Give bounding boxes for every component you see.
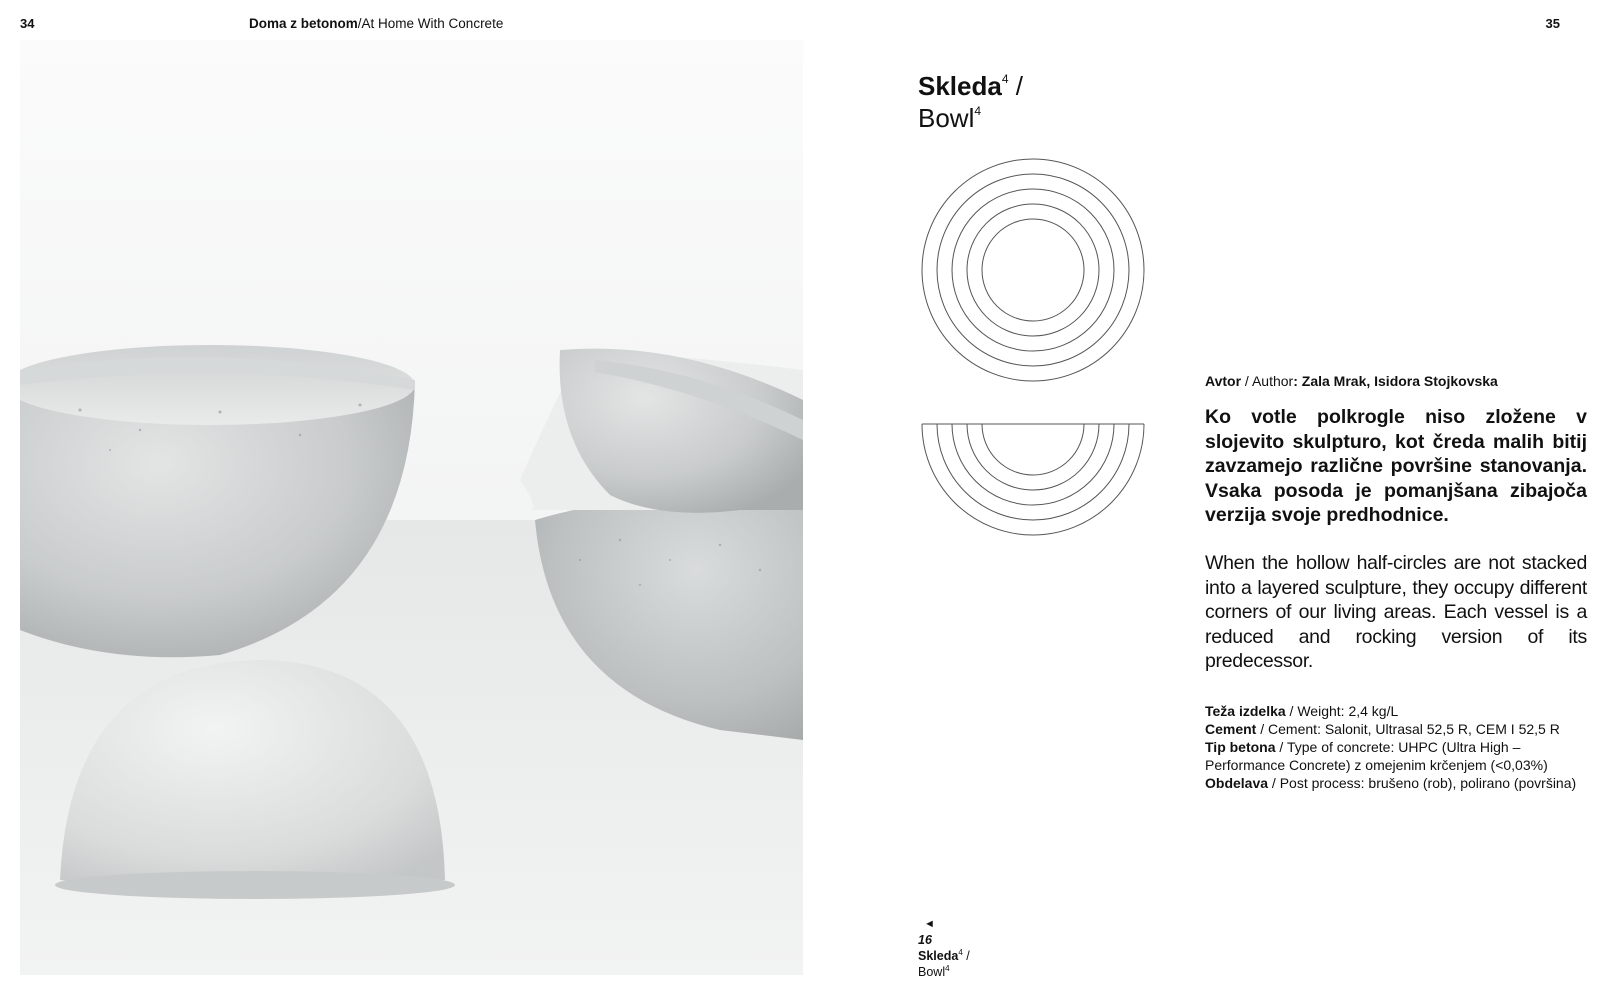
spec-weight [1205, 702, 1590, 720]
description-english: When the hollow half-circles are not stacked into a layered sculpture, they occupy different corners of our living areas. Each vessel is a reduced and rocking version of its predecessor. [1205, 552, 1587, 672]
spec-cement [1205, 720, 1590, 738]
bowl-section-view [922, 424, 1144, 535]
author-label-sl: Avtor [1205, 373, 1242, 389]
product-title-en: Bowl [918, 103, 975, 133]
bowls-photograph [20, 40, 803, 975]
spec-value: : brušeno (rob), polirano (površina) [1360, 775, 1577, 791]
bowl-plan-view [922, 159, 1144, 381]
figure-reference [918, 916, 970, 980]
author-colon: : [1293, 373, 1302, 389]
figure-title-sup: 4 [958, 947, 963, 957]
figure-title-en-sup: 4 [945, 963, 950, 973]
spec-concrete-type [1205, 738, 1590, 774]
running-title-separator: / [357, 16, 362, 31]
spec-label-en: / Type of concrete [1275, 739, 1391, 755]
specifications [1205, 702, 1590, 792]
spec-post-process [1205, 774, 1590, 792]
running-title [249, 16, 503, 31]
spec-label: Obdelava [1205, 775, 1269, 791]
author-label-en: Author [1251, 373, 1294, 389]
page-number-left: 34 [20, 16, 35, 31]
product-title-separator: / [1008, 71, 1023, 101]
triangle-left-icon: ◄ [924, 918, 935, 930]
spec-label-en: / Post process [1268, 775, 1361, 791]
spec-value: : 2,4 kg/L [1340, 703, 1399, 719]
product-title [918, 70, 1023, 134]
product-title-sl: Skleda [918, 71, 1002, 101]
spec-label: Tip betona [1205, 739, 1276, 755]
spec-label: Cement [1205, 721, 1257, 737]
author-names: Zala Mrak, Isidora Stojkovska [1301, 373, 1498, 389]
author-label-separator: / [1241, 373, 1252, 389]
page-number-right: 35 [1545, 16, 1560, 31]
running-title-en: At Home With Concrete [361, 16, 504, 31]
spec-label: Teža izdelka [1205, 703, 1286, 719]
spec-value: : Salonit, Ultrasal 52,5 R, CEM I 52,5 R [1317, 721, 1560, 737]
running-title-sl: Doma z betonom [249, 16, 358, 31]
spec-label-en: / Weight [1285, 703, 1341, 719]
spec-label-en: / Cement [1256, 721, 1318, 737]
spec-value: : UHPC (Ultra High – Performance Concrete) z omejenim krčenjem (<0,03%) [1205, 739, 1548, 773]
figure-title-separator: / [962, 949, 970, 963]
figure-title-sl: Skleda [918, 949, 959, 963]
figure-number: 16 [918, 933, 932, 947]
product-title-en-sup: 4 [974, 104, 982, 119]
description-slovene: Ko votle polkrogle niso zložene v slojevito skulpturo, kot čreda malih bitij zavzamejo različne površine stanovanja. Vsaka posoda je pomanjšana zibajoča verzija svoje predhodnice. [1205, 406, 1587, 526]
bowl-technical-drawing [918, 158, 1158, 558]
product-title-sup: 4 [1001, 72, 1009, 87]
author-line [1205, 373, 1498, 389]
figure-title-en: Bowl [918, 965, 946, 979]
